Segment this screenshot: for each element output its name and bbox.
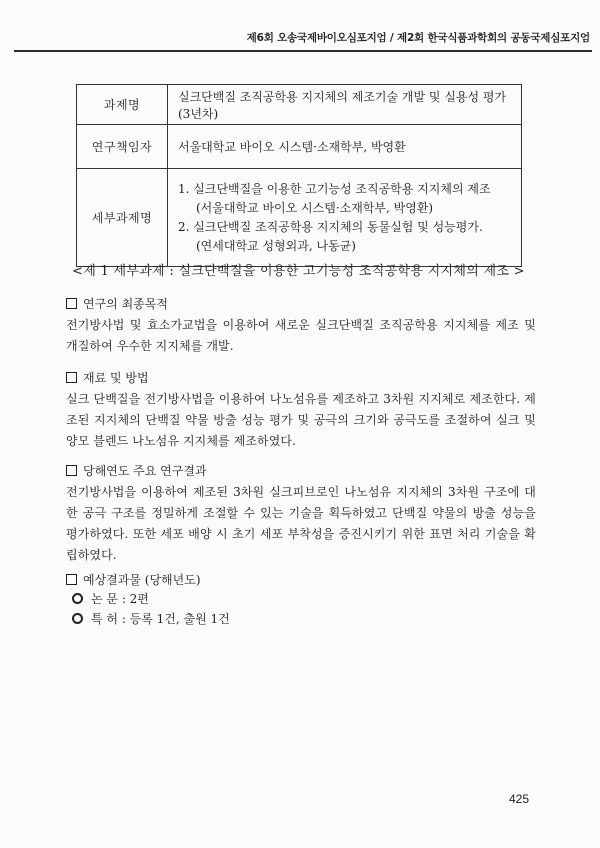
heading-text: 연구의 최종목적 <box>83 296 168 311</box>
heading-text: 재료 및 방법 <box>83 370 149 385</box>
block-heading <box>66 294 536 312</box>
list-item: 2. 실크단백질 조직공학용 지지체의 동물실험 및 성능평가. <box>178 219 483 234</box>
table-value-pi: 서울대학교 바이오 시스템·소재학부, 박영환 <box>168 125 522 169</box>
block-heading <box>66 368 536 386</box>
table-label-title: 과제명 <box>77 85 168 125</box>
circle-bullet-icon <box>72 613 83 624</box>
circle-bullet-icon <box>72 593 83 604</box>
table-label-pi: 연구책임자 <box>77 125 168 169</box>
table-value-title: 실크단백질 조직공학용 지지체의 제조기술 개발 및 실용성 평가 (3년차) <box>168 85 522 125</box>
block-paragraph: 실크 단백질을 전기방사법을 이용하여 나노섬유를 제조하고 3차원 지지체로 제조한다. 제조된 지지체의 단백질 약물 방출 성능 평가 및 공극의 크기와 공극도를 조절하여 실크 및 양모 블렌드 나노섬유 지지체를 제조하였다. <box>66 392 536 448</box>
table-row <box>77 85 522 125</box>
list-item: (서울대학교 바이오 시스템·소재학부, 박영환) <box>196 200 434 215</box>
section-title: <제 1 세부과제 : 실크단백질을 이용한 고기능성 조직공학용 지지체의 제조 > <box>72 264 525 279</box>
block-heading <box>66 570 536 588</box>
block-heading <box>66 461 536 479</box>
table-value-subprojects <box>168 169 522 267</box>
running-header: 제6회 오송국제바이오심포지엄 / 제2회 한국식품과학회의 공동국제심포지엄 <box>246 32 590 44</box>
subproject-list <box>178 180 520 256</box>
block-methods <box>66 368 536 452</box>
checkbox-square-icon <box>66 372 77 383</box>
list-item <box>66 588 536 608</box>
table-row <box>77 125 522 169</box>
block-paragraph: 전기방사법 및 효소가교법을 이용하여 새로운 실크단백질 조직공학용 지지체를 제조 및 개질하여 우수한 지지체를 개발. <box>66 318 536 353</box>
list-item <box>66 608 536 628</box>
table-row <box>77 169 522 267</box>
checkbox-square-icon <box>66 574 77 585</box>
list-item: 1. 실크단백질을 이용한 고기능성 조직공학용 지지체의 제조 <box>178 181 491 196</box>
block-paragraph: 전기방사법을 이용하여 제조된 3차원 실크피브로인 나노섬유 지지체의 3차원 구조에 대한 공극 구조를 정밀하게 조절할 수 있는 기술을 획득하였고 단백질 약물의 방출 성능을 평가하였다. 또한 세포 배양 시 초기 세포 부착성을 증진시키기 위한 표면 처리 기술을 확립하였다. <box>66 485 536 562</box>
checkbox-square-icon <box>66 298 77 309</box>
heading-text: 예상결과물 (당해년도) <box>83 572 201 587</box>
table-label-subprojects: 세부과제명 <box>77 169 168 267</box>
header-rule <box>14 50 592 52</box>
block-objective <box>66 294 536 357</box>
bullet-text: 논 문 : 2편 <box>91 591 149 606</box>
checkbox-square-icon <box>66 465 77 476</box>
block-outputs <box>66 570 536 628</box>
heading-text: 당해연도 주요 연구결과 <box>83 463 207 478</box>
page-number: 425 <box>509 792 530 806</box>
project-info-table <box>76 84 522 267</box>
bullet-text: 특 허 : 등록 1건, 출원 1건 <box>91 611 230 626</box>
list-item: (연세대학교 성형외과, 나동균) <box>196 238 356 253</box>
block-results <box>66 461 536 566</box>
